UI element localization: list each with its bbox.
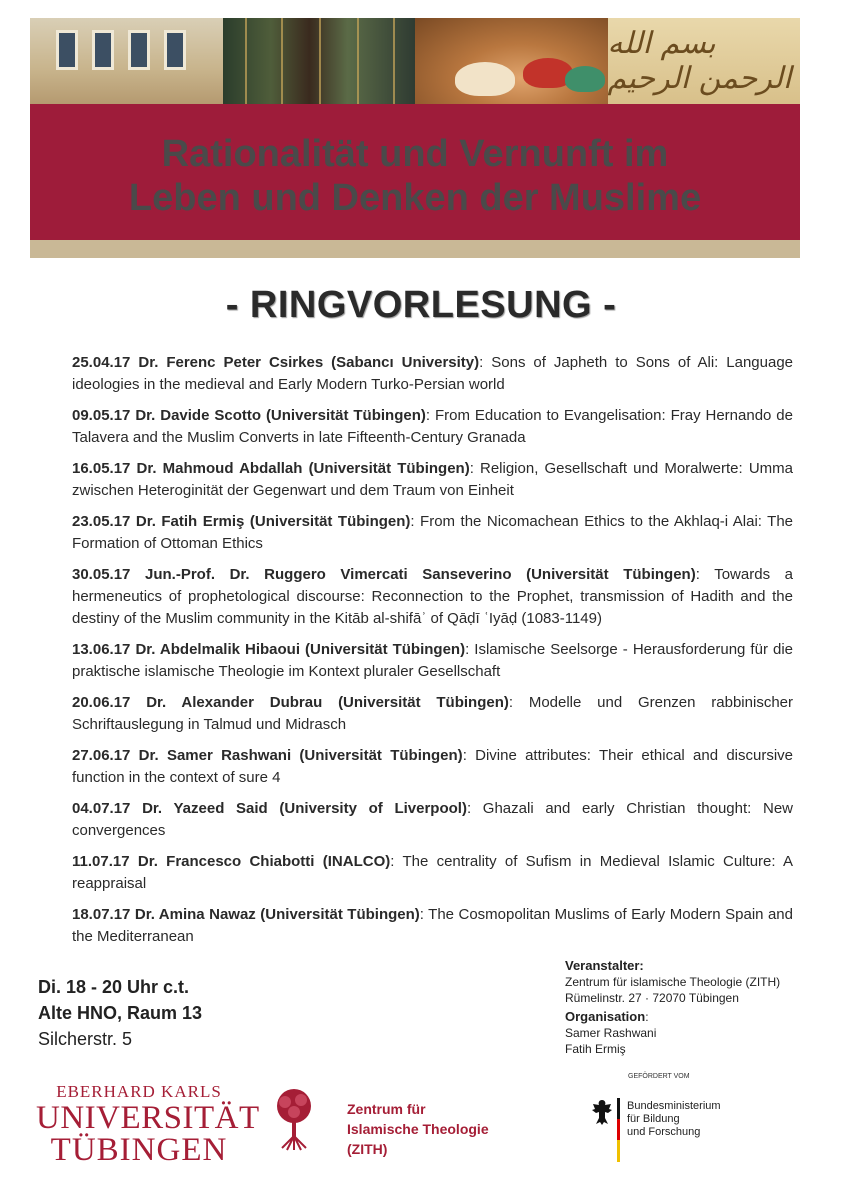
lecture-speaker: Dr. Yazeed Said	[142, 800, 268, 817]
lecture-affiliation: (Universität Tübingen)	[338, 694, 509, 711]
lecture-topic: : Modelle und Grenzen rabbinischer Schriftauslegung in Talmud und Midrasch	[72, 694, 793, 733]
bmbf-line3: und Forschung	[627, 1126, 701, 1138]
lecture-affiliation: (Universität Tübingen)	[305, 641, 466, 658]
lecture-item	[72, 639, 793, 683]
lecture-speaker: Dr. Fatih Ermiş	[135, 513, 245, 530]
lecture-item	[72, 352, 793, 396]
lecture-date: 16.05.17	[72, 460, 131, 477]
lecture-date: 11.07.17	[72, 853, 130, 870]
lecture-topic: : Islamische Seelsorge - Herausforderung für die praktische islamische Theologie im Kontext pluraler Gesellschaft	[72, 641, 793, 680]
lecture-topic: : Religion, Gesellschaft und Moralwerte: Umma zwischen Heteroginität der Gegenwart und dem Traum von Einheit	[72, 460, 793, 499]
zith-line2: Islamische Theologie	[347, 1121, 489, 1137]
org-label-row	[565, 1009, 805, 1025]
lecture-date: 30.05.17	[72, 566, 131, 583]
lecture-item	[72, 405, 793, 449]
lecture-date: 04.07.17	[72, 800, 131, 817]
university-logo	[36, 1082, 260, 1168]
lecture-speaker: Dr. Alexander Dubrau	[146, 694, 323, 711]
lecture-date: 25.04.17	[72, 354, 131, 371]
lecture-speaker: Jun.-Prof. Dr. Ruggero Vimercati Sanseverino	[144, 566, 512, 583]
lecture-date: 13.06.17	[72, 641, 131, 658]
lecture-affiliation: (Universität Tübingen)	[308, 460, 470, 477]
banner-images	[30, 18, 800, 104]
host-name: Zentrum für islamische Theologie (ZITH)	[565, 975, 781, 989]
lecture-affiliation: (INALCO)	[322, 853, 391, 870]
books-photo	[223, 18, 416, 104]
lecture-affiliation: (Universität Tübingen)	[249, 513, 411, 530]
lecture-list	[72, 352, 793, 957]
uni-logo-line2: UNIVERSITÄT	[36, 1100, 260, 1136]
event-title-line2: Leben und Denken der Muslime	[128, 177, 702, 219]
schedule-street: Silcherstr. 5	[38, 1029, 133, 1049]
federal-eagle-icon	[590, 1098, 614, 1126]
lecture-topic: : From the Nicomachean Ethics to the Akhlaq-i Alai: The Formation of Ottoman Ethics	[72, 513, 794, 552]
host-address: Rümelinstr. 27 · 72070 Tübingen	[565, 991, 739, 1005]
lecture-item	[72, 798, 793, 842]
lecture-topic: : Towards a hermeneutics of prophetological discourse: Reconnection to the Prophet, transmission of Hadith and the destiny of the Muslim community in the Kitāb al-shifāʾ of Qāḍī ʿIyāḍ (1083-1149)	[72, 566, 793, 627]
lecture-date: 27.06.17	[72, 747, 131, 764]
lecture-item	[72, 458, 793, 502]
lecture-affiliation: (Universität Tübingen)	[260, 906, 420, 923]
lecture-topic: : The centrality of Sufism in Medieval Islamic Culture: A reappraisal	[72, 853, 794, 892]
tree-logo-icon	[272, 1086, 316, 1152]
event-title	[30, 132, 800, 220]
zith-logo-text	[347, 1099, 489, 1159]
calligraphy-photo	[608, 18, 801, 104]
lecture-topic: : The Cosmopolitan Muslims of Early Modern Spain and the Mediterranean	[72, 906, 793, 945]
organiser-block	[565, 958, 805, 1057]
lecture-affiliation: (Universität Tübingen)	[526, 566, 696, 583]
lecture-topic: : Divine attributes: Their ethical and discursive function in the context of sure 4	[72, 747, 794, 786]
lecture-item	[72, 851, 793, 895]
org-person: Samer Rashwani	[565, 1026, 657, 1040]
lecture-date: 20.06.17	[72, 694, 131, 711]
lecture-date: 18.07.17	[72, 906, 131, 923]
lecture-speaker: Dr. Abdelmalik Hibaoui	[135, 641, 300, 658]
lecture-speaker: Dr. Davide Scotto	[135, 407, 262, 424]
lecture-date: 09.05.17	[72, 407, 131, 424]
lecture-item	[72, 692, 793, 736]
lecture-topic: : Ghazali and early Christian thought: New convergences	[72, 800, 793, 839]
zith-line1: Zentrum für	[347, 1101, 426, 1117]
uni-logo-line1: EBERHARD KARLS	[56, 1082, 222, 1101]
host-label: Veranstalter:	[565, 958, 644, 973]
lecture-speaker: Dr. Amina Nawaz	[134, 906, 256, 923]
lecture-topic: : From Education to Evangelisation: Fray Hernando de Talavera and the Muslim Converts in late Fifteenth-Century Granada	[72, 407, 793, 446]
bmbf-line1: Bundesministerium	[627, 1100, 721, 1112]
lecture-item	[72, 904, 793, 948]
lecture-item	[72, 564, 793, 630]
lecture-item	[72, 511, 793, 555]
calligraphy-text: بسم الله الرحمن الرحيم	[607, 26, 792, 96]
zith-line3: (ZITH)	[347, 1141, 388, 1157]
lecture-affiliation: (Universität Tübingen)	[299, 747, 463, 764]
building-photo	[30, 18, 223, 104]
title-strip	[30, 240, 800, 258]
lecture-affiliation: (University of Liverpool)	[279, 800, 467, 817]
lecture-affiliation: (Universität Tübingen)	[265, 407, 426, 424]
schedule-time: Di. 18 - 20 Uhr c.t.	[38, 977, 190, 997]
bmbf-line2: für Bildung	[627, 1113, 680, 1125]
event-title-line1: Rationalität und Vernunft im	[161, 133, 669, 175]
dervish-photo	[415, 18, 608, 104]
series-heading: - RINGVORLESUNG -	[225, 284, 617, 326]
lecture-speaker: Dr. Ferenc Peter Csirkes	[138, 354, 324, 371]
lecture-affiliation: (Sabancı University)	[331, 354, 480, 371]
org-label: Organisation	[565, 1009, 646, 1024]
lecture-date: 23.05.17	[72, 513, 131, 530]
lecture-speaker: Dr. Samer Rashwani	[138, 747, 292, 764]
lecture-speaker: Dr. Mahmoud Abdallah	[136, 460, 303, 477]
schedule-block	[38, 974, 202, 1052]
lecture-item	[72, 745, 793, 789]
lecture-speaker: Dr. Francesco Chiabotti	[137, 853, 315, 870]
lecture-topic: : Sons of Japheth to Sons of Ali: Language ideologies in the medieval and Early Modern Turko-Persian world	[72, 354, 794, 393]
uni-logo-line3: TÜBINGEN	[50, 1132, 228, 1168]
funded-by-label: GEFÖRDERT VOM	[628, 1073, 690, 1080]
german-flag-bar	[617, 1098, 620, 1162]
bmbf-logo-text	[627, 1100, 721, 1139]
schedule-room: Alte HNO, Raum 13	[38, 1003, 203, 1023]
org-person: Fatih Ermiş	[565, 1042, 626, 1056]
org-colon: :	[645, 1010, 649, 1024]
